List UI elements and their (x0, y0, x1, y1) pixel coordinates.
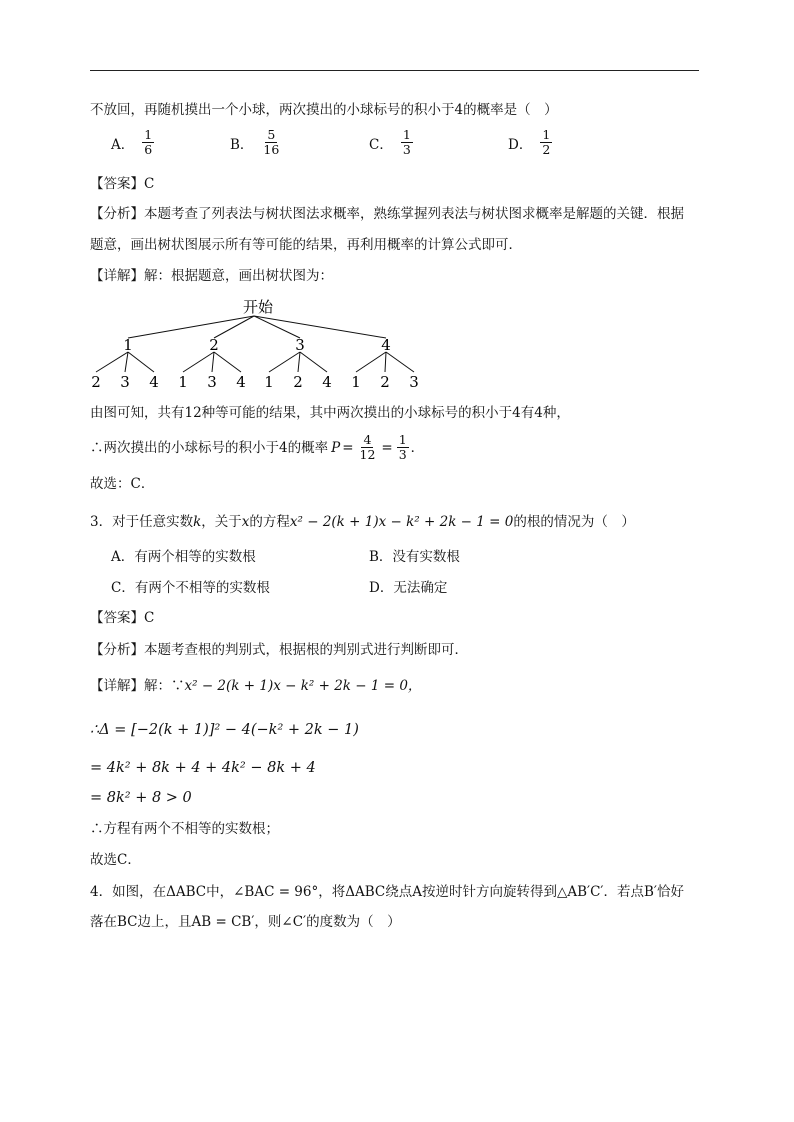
tree-node-2: 2 (209, 336, 219, 354)
q2-conclusion-line1: 由图可知，共有12种等可能的结果，其中两次摸出的小球标号的积小于4有4种， (90, 405, 570, 421)
tree-node-3: 3 (295, 336, 305, 354)
q2-option-a[interactable]: A． $\frac{1}{6}$ (111, 127, 153, 157)
tree-leaf: 3 (207, 373, 217, 391)
tree-leaf: 2 (293, 373, 303, 391)
q3-step2: = 4k² + 8k + 4 + 4k² − 8k + 4 (90, 760, 316, 776)
q2-option-a-fraction: $\frac{1}{6}$ (144, 127, 153, 157)
tree-leaf: 4 (322, 373, 332, 391)
q2-option-d[interactable]: D． $\frac{1}{2}$ (508, 127, 551, 157)
q2-option-b[interactable]: B． $\frac{5}{16}$ (230, 127, 280, 157)
tree-leaf: 4 (149, 373, 159, 391)
tree-leaf: 3 (409, 373, 419, 391)
q2-option-c[interactable]: C． $\frac{1}{3}$ (369, 127, 411, 157)
q4-line1: 4．如图，在ΔABC中，∠BAC = 96°，将ΔABC绕点A按逆时针方向旋转得到△AB′C′．若点B′恰好 (90, 884, 684, 900)
tree-diagram (0, 296, 794, 396)
q3-answer: 【答案】C (90, 610, 155, 626)
q2-option-c-fraction: $\frac{1}{3}$ (402, 127, 411, 157)
prob-fraction-2: $\frac{1}{3}$ (398, 432, 407, 462)
tree-leaf: 1 (264, 373, 274, 391)
q3-option-a[interactable]: A．有两个相等的实数根 (111, 549, 256, 565)
q3-analysis: 【分析】本题考查根的判别式，根据根的判别式进行判断即可． (90, 642, 468, 658)
q2-conclusion-line2: ∴两次摸出的小球标号的积小于4的概率 P = $\frac{4}{12}$ = $\frac{1}{3}$ ． (90, 432, 425, 462)
q3-option-c[interactable]: C．有两个不相等的实数根 (111, 580, 270, 596)
tree-node-1: 1 (123, 336, 133, 354)
tree-leaf: 2 (380, 373, 390, 391)
q4-line2: 落在BC边上，且AB = CB′，则∠C′的度数为（ ） (90, 914, 401, 930)
q2-choose: 故选：C． (90, 476, 155, 492)
q3-detail: 【详解】解：∵x² − 2(k + 1)x − k² + 2k − 1 = 0， (90, 678, 422, 694)
q2-stem-tail: 不放回，再随机摸出一个小球，两次摸出的小球标号的积小于4的概率是（ ） (90, 102, 558, 118)
tree-leaf: 4 (236, 373, 246, 391)
q3-conclusion: ∴方程有两个不相等的实数根； (90, 821, 279, 837)
q3-choose: 故选C． (90, 852, 141, 868)
tree-leaf: 3 (120, 373, 130, 391)
tree-leaf: 1 (351, 373, 361, 391)
prob-fraction-1: $\frac{4}{12}$ (359, 432, 376, 462)
tree-node-4: 4 (381, 336, 391, 354)
q2-option-d-fraction: $\frac{1}{2}$ (542, 127, 551, 157)
tree-leaf: 1 (178, 373, 188, 391)
q2-answer: 【答案】C (90, 176, 155, 192)
q3-option-b[interactable]: B．没有实数根 (369, 549, 460, 565)
tree-root: 开始 (242, 298, 274, 316)
q3-equation: x² − 2(k + 1)x − k² + 2k − 1 = 0 (289, 514, 514, 530)
q3-stem: 3．对于任意实数k，关于x的方程x² − 2(k + 1)x − k² + 2k − 1 = 0的根的情况为（ ） (90, 514, 635, 530)
q3-step3: = 8k² + 8 > 0 (90, 790, 192, 806)
header-rule (90, 70, 699, 71)
q3-option-d[interactable]: D．无法确定 (369, 580, 448, 596)
q2-detail-intro: 【详解】解：根据题意，画出树状图为： (90, 268, 333, 284)
q2-analysis-line2: 题意，画出树状图展示所有等可能的结果，再利用概率的计算公式即可． (90, 237, 522, 253)
q3-step1: ∴Δ = [−2(k + 1)]² − 4(−k² + 2k − 1) (90, 722, 359, 738)
q2-analysis-line1: 【分析】本题考查了列表法与树状图法求概率，熟练掌握列表法与树状图求概率是解题的关键．根据 (90, 206, 684, 222)
q2-option-b-fraction: $\frac{5}{16}$ (263, 127, 280, 157)
tree-leaf: 2 (91, 373, 101, 391)
